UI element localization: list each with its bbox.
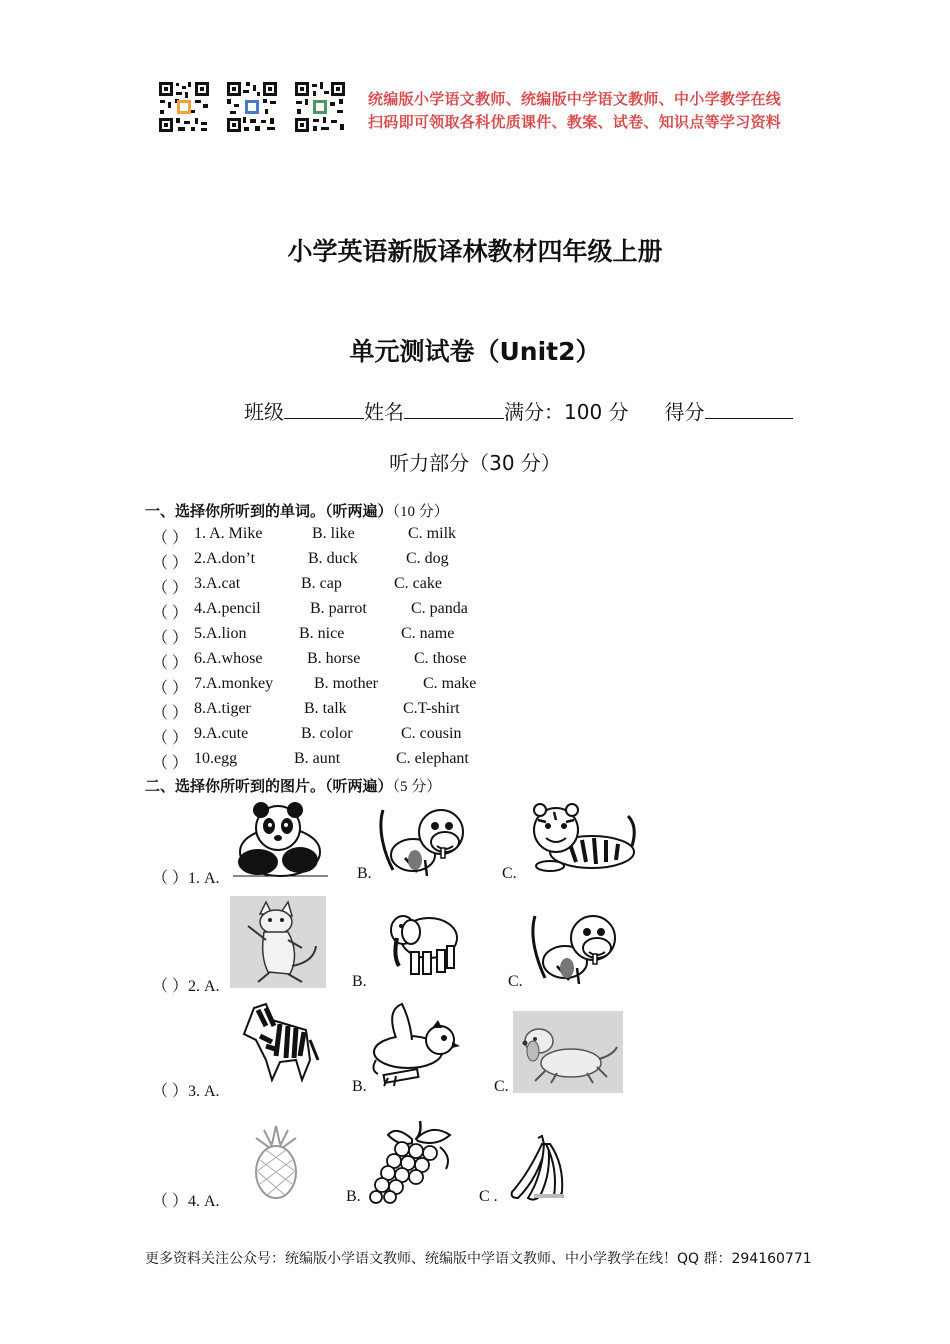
picture-question-4-a[interactable]: （ ）4. A. (152, 1193, 220, 1210)
option-c: C. make (423, 675, 477, 692)
option-c: C. cake (394, 575, 442, 592)
option-a: 5.A.lion (194, 625, 247, 642)
option-c: C. name (401, 625, 455, 642)
grapes-icon (362, 1117, 454, 1210)
section-1-heading (145, 500, 449, 521)
option-c: C. milk (408, 525, 457, 542)
picture-question-2-a[interactable]: （ ）2. A. (152, 978, 220, 995)
option-a: 4.A.pencil (194, 600, 261, 617)
option-b: B. color (301, 725, 353, 742)
option-c: C. dog (406, 550, 449, 567)
picture-question-4-c[interactable]: C . (479, 1188, 498, 1205)
full-score-label: 满分：100 分 (504, 400, 629, 424)
promo-line-2: 扫码即可领取各科优质课件、教案、试卷、知识点等学习资料 (368, 113, 782, 131)
name-blank[interactable] (404, 398, 504, 419)
picture-question-1-b[interactable]: B. (357, 865, 372, 882)
option-b: B. cap (301, 575, 342, 592)
answer-bracket[interactable]: （ ） (152, 580, 189, 597)
picture-question-4-b[interactable]: B. (346, 1188, 361, 1205)
option-c: C. elephant (396, 750, 469, 767)
option-b: B. duck (308, 550, 358, 567)
option-a: 10.egg (194, 750, 238, 767)
option-a: 8.A.tiger (194, 700, 251, 717)
option-a: 2.A.don’t (194, 550, 256, 567)
tiger-icon (520, 796, 638, 883)
qr-code-icon (157, 80, 211, 134)
picture-question-2-b[interactable]: B. (352, 973, 367, 990)
score-blank[interactable] (705, 398, 793, 419)
student-info-line (244, 396, 793, 425)
option-b: B. aunt (294, 750, 341, 767)
option-a: 7.A.monkey (194, 675, 274, 692)
answer-bracket[interactable]: （ ） (152, 530, 189, 547)
bananas-icon (508, 1134, 568, 1209)
dog-icon (513, 1011, 623, 1098)
option-c: C. cousin (401, 725, 462, 742)
monkey-icon (375, 800, 475, 885)
option-b: B. talk (304, 700, 347, 717)
zebra-icon (236, 1000, 322, 1089)
option-b: B. mother (314, 675, 378, 692)
picture-question-1-c[interactable]: C. (502, 865, 517, 882)
class-blank[interactable] (284, 398, 364, 419)
listening-part-header: 听力部分（30 分） (389, 451, 561, 475)
elephant-icon (385, 906, 461, 987)
picture-question-2-c[interactable]: C. (508, 973, 523, 990)
picture-question-3-a[interactable]: （ ）3. A. (152, 1083, 220, 1100)
panda-icon (228, 800, 332, 885)
section-2-heading (145, 775, 441, 796)
monkey-icon (527, 906, 627, 993)
option-a: 9.A.cute (194, 725, 249, 742)
page-footer: 更多资料关注公众号：统编版小学语文教师、统编版中学语文教师、中小学教学在线！QQ 群：294160771 (145, 1251, 812, 1267)
picture-question-3-c[interactable]: C. (494, 1078, 509, 1095)
section-1-title: 一、选择你所听到的单词。（听两遍） (145, 502, 393, 520)
section-2-points: （5 分） (392, 779, 442, 795)
bird-icon (366, 1000, 462, 1095)
cat-icon (230, 896, 326, 993)
section-2-title: 二、选择你所听到的图片。（听两遍） (145, 777, 393, 795)
option-b: B. like (312, 525, 355, 542)
answer-bracket[interactable]: （ ） (152, 705, 189, 722)
option-a: 1. A. Mike (194, 525, 263, 542)
option-b: B. nice (299, 625, 345, 642)
score-label: 得分 (664, 400, 705, 424)
class-label: 班级 (244, 400, 284, 424)
picture-question-1-a[interactable]: （ ）1. A. (152, 870, 220, 887)
option-c: C. those (414, 650, 467, 667)
answer-bracket[interactable]: （ ） (152, 655, 189, 672)
promo-line-1: 统编版小学语文教师、统编版中学语文教师、中小学教学在线 (368, 90, 782, 108)
qr-code-icon (225, 80, 279, 134)
page-subtitle: 单元测试卷（Unit2） (349, 337, 601, 366)
answer-bracket[interactable]: （ ） (152, 680, 189, 697)
option-b: B. parrot (310, 600, 367, 617)
picture-question-3-b[interactable]: B. (352, 1078, 367, 1095)
answer-bracket[interactable]: （ ） (152, 605, 189, 622)
option-a: 3.A.cat (194, 575, 241, 592)
pineapple-icon (246, 1124, 306, 1209)
answer-bracket[interactable]: （ ） (152, 555, 189, 572)
page-title: 小学英语新版译林教材四年级上册 (287, 237, 663, 266)
answer-bracket[interactable]: （ ） (152, 755, 189, 772)
option-c: C. panda (411, 600, 468, 617)
option-c: C.T-shirt (403, 700, 460, 717)
option-a: 6.A.whose (194, 650, 263, 667)
qr-code-icon (293, 80, 347, 134)
name-label: 姓名 (364, 400, 404, 424)
answer-bracket[interactable]: （ ） (152, 630, 189, 647)
section-1-points: （10 分） (392, 504, 449, 520)
answer-bracket[interactable]: （ ） (152, 730, 189, 747)
option-b: B. horse (307, 650, 361, 667)
